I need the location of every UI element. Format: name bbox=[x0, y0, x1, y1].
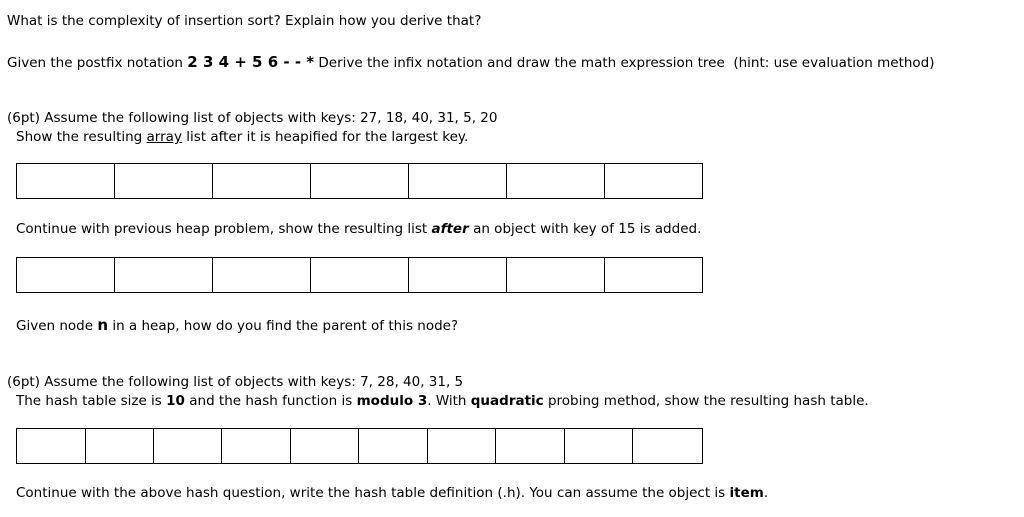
answer-cell[interactable] bbox=[115, 258, 213, 292]
heap-answer-table-2 bbox=[16, 257, 703, 293]
hash-cell[interactable] bbox=[154, 429, 222, 463]
hash-cell[interactable] bbox=[565, 429, 633, 463]
hash-instr-b: and the hash function is bbox=[189, 393, 353, 409]
answer-cell[interactable] bbox=[311, 164, 409, 198]
heap-insert-a: Continue with previous heap problem, show the resulting list bbox=[16, 221, 428, 237]
heap-parent-n: n bbox=[97, 316, 109, 334]
answer-cell[interactable] bbox=[213, 164, 311, 198]
question-heap-parent bbox=[16, 316, 458, 335]
hash-cell[interactable] bbox=[633, 429, 702, 463]
hash-def-a: Continue with the above hash question, write the hash table definition (.h). You can assume the object is bbox=[16, 485, 726, 501]
hash-instr-d: probing method, show the resulting hash table. bbox=[547, 393, 869, 409]
hash-function: modulo 3 bbox=[356, 393, 428, 409]
answer-cell[interactable] bbox=[507, 258, 605, 292]
hash-cell[interactable] bbox=[291, 429, 359, 463]
hash-cell[interactable] bbox=[86, 429, 154, 463]
question-postfix bbox=[7, 53, 935, 72]
heap-parent-a: Given node bbox=[16, 318, 94, 334]
question-heap-insert bbox=[16, 220, 701, 238]
question-heap-keys: (6pt) Assume the following list of objects with keys: 27, 18, 40, 31, 5, 20 bbox=[7, 110, 498, 126]
postfix-expression: 2 3 4 + 5 6 - - * bbox=[187, 53, 315, 71]
answer-cell[interactable] bbox=[17, 164, 115, 198]
hash-instr-c: . With bbox=[427, 393, 467, 409]
heap-instruction-array: array bbox=[146, 129, 182, 145]
heap-insert-after: after bbox=[431, 221, 469, 237]
answer-cell[interactable] bbox=[17, 258, 115, 292]
hash-cell[interactable] bbox=[222, 429, 291, 463]
heap-instruction-a: Show the resulting bbox=[16, 129, 143, 145]
hash-instr-a: The hash table size is bbox=[16, 393, 162, 409]
question-hash-instruction bbox=[16, 392, 869, 410]
hash-table-size: 10 bbox=[166, 393, 185, 409]
postfix-hint: (hint: use evaluation method) bbox=[733, 55, 935, 71]
answer-cell[interactable] bbox=[409, 164, 507, 198]
question-hash-definition bbox=[16, 484, 768, 502]
question-heap-instruction bbox=[16, 128, 468, 146]
hash-def-item: item bbox=[729, 485, 764, 501]
answer-cell[interactable] bbox=[115, 164, 213, 198]
question-hash-keys: (6pt) Assume the following list of objects with keys: 7, 28, 40, 31, 5 bbox=[7, 374, 464, 390]
answer-cell[interactable] bbox=[507, 164, 605, 198]
heap-answer-table-1 bbox=[16, 163, 703, 199]
hash-cell[interactable] bbox=[359, 429, 428, 463]
hash-answer-table bbox=[16, 428, 703, 464]
postfix-suffix: Derive the infix notation and draw the math expression tree bbox=[318, 55, 725, 71]
hash-def-b: . bbox=[763, 485, 769, 501]
question-insertion-sort: What is the complexity of insertion sort? Explain how you derive that? bbox=[7, 13, 482, 29]
answer-cell[interactable] bbox=[311, 258, 409, 292]
heap-insert-b: an object with key of 15 is added. bbox=[473, 221, 702, 237]
postfix-prefix: Given the postfix notation bbox=[7, 55, 183, 71]
hash-cell[interactable] bbox=[17, 429, 86, 463]
answer-cell[interactable] bbox=[409, 258, 507, 292]
heap-instruction-b: list after it is heapified for the largest key. bbox=[186, 129, 469, 145]
hash-probing-method: quadratic bbox=[470, 393, 544, 409]
hash-cell[interactable] bbox=[496, 429, 565, 463]
hash-cell[interactable] bbox=[428, 429, 496, 463]
heap-parent-b: in a heap, how do you find the parent of this node? bbox=[112, 318, 459, 334]
answer-cell[interactable] bbox=[213, 258, 311, 292]
answer-cell[interactable] bbox=[605, 164, 702, 198]
answer-cell[interactable] bbox=[605, 258, 702, 292]
